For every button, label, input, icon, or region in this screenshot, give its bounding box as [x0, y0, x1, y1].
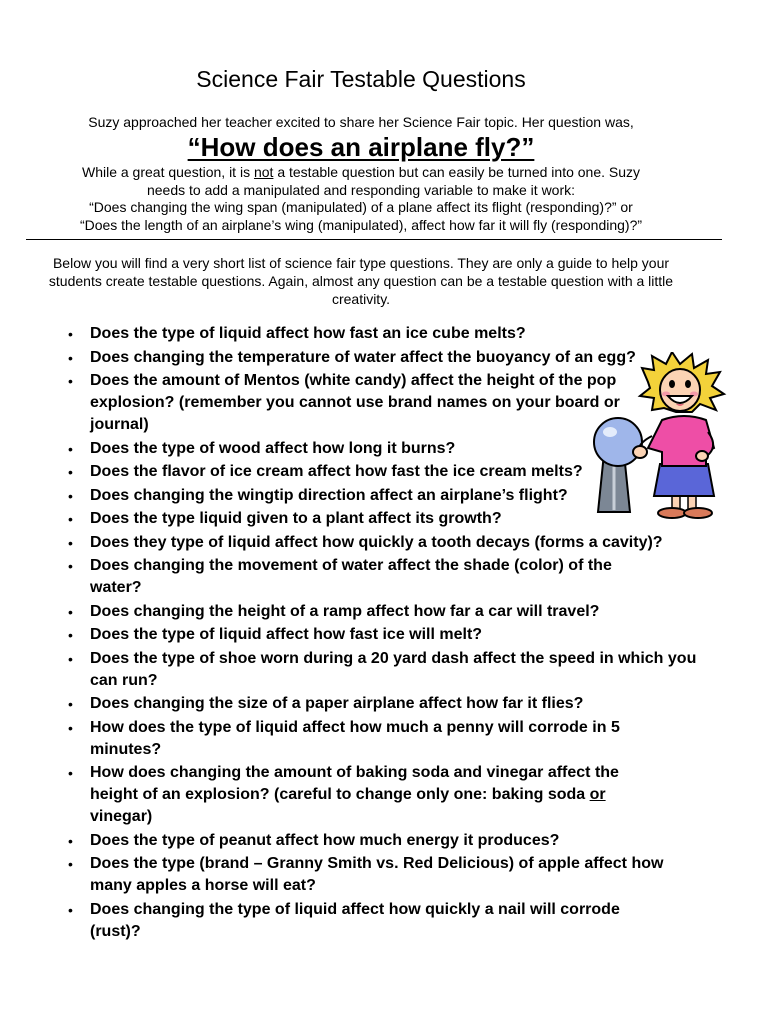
bullet-icon: •: [68, 627, 73, 643]
horizontal-divider: [26, 239, 722, 240]
list-item-text: Does the type liquid given to a plant affect its growth?: [90, 510, 502, 527]
list-item: [60, 693, 690, 715]
list-item-text: Does the type of wood affect how long it burns?: [90, 439, 456, 457]
list-intro-text: Below you will find a very short list of science fair type questions. They are only a guide to help your students create testable questions. Again, almost any question can be a testable question with a little creativity.: [48, 255, 674, 307]
bullet-icon: •: [68, 765, 73, 781]
list-item-text: Does the type of liquid affect how fast an ice cube melts?: [90, 325, 526, 342]
explanation-line1-after: a testable question but can easily be turned into one. Suzy: [273, 164, 641, 180]
list-item-text: Does the flavor of ice cream affect how fast the ice cream melts?: [90, 463, 583, 480]
bullet-icon: •: [68, 650, 73, 667]
soda-question-after: vinegar): [90, 808, 153, 825]
bullet-icon: •: [68, 719, 73, 736]
list-item-text: Does changing the movement of water affect the shade (color) of the water?: [90, 557, 612, 596]
list-item: [60, 717, 670, 761]
explanation-line4: “Does the length of an airplane’s wing (manipulated), affect how far it will fly (responding)?”: [79, 216, 643, 233]
page-title: Science Fair Testable Questions: [196, 66, 526, 92]
bullet-icon: •: [68, 511, 73, 527]
girl-with-plasma-ball-illustration: [592, 352, 730, 524]
list-item-text: Does the type of liquid affect how fast ice will melt?: [90, 626, 483, 643]
list-item-text: Does changing the height of a ramp affect how far a car will travel?: [90, 602, 600, 620]
list-item: [60, 601, 690, 623]
bullet-icon: •: [68, 901, 73, 918]
explanation-line2: needs to add a manipulated and responding variable to make it work:: [146, 181, 576, 198]
skirt: [654, 464, 714, 496]
list-item: [60, 830, 690, 852]
example-question: [0, 132, 722, 163]
list-item-text: Does the type of peanut affect how much energy it produces?: [90, 831, 560, 849]
list-item-text: How does the type of liquid affect how much a penny will corrode in 5 minutes?: [90, 718, 620, 758]
right-shoe: [684, 508, 712, 518]
list-item: [60, 323, 690, 345]
list-item-text: Does they type of liquid affect how quickly a tooth decays (forms a cavity)?: [90, 533, 663, 551]
list-item-text: [90, 762, 670, 828]
bullet-icon: •: [68, 534, 73, 551]
list-item: [60, 853, 680, 897]
intro-text: Suzy approached her teacher excited to share her Science Fair topic. Her question was,: [88, 114, 634, 130]
bullet-icon: •: [68, 832, 73, 849]
soda-question-before: How does changing the amount of baking soda and vinegar affect the height of an explosion? (careful to change only one: baking soda: [90, 764, 619, 803]
list-item-text: Does changing the temperature of water affect the buoyancy of an egg?: [90, 348, 636, 366]
plasma-globe: [594, 418, 642, 466]
list-item: [60, 370, 635, 436]
list-item-text: Does the type of shoe worn during a 20 yard dash affect the speed in which you can run?: [90, 649, 697, 689]
explanation-not-underlined: not: [253, 164, 274, 180]
soda-question-emphasis: or: [589, 786, 606, 803]
bullet-icon: •: [68, 440, 73, 457]
bullet-icon: •: [68, 373, 73, 389]
list-item-text: Does changing the wingtip direction affect an airplane’s flight?: [90, 486, 568, 504]
bullet-icon: •: [68, 603, 73, 620]
bullet-icon: •: [68, 856, 73, 872]
bullet-icon: •: [68, 487, 73, 504]
explanation-line3: “Does changing the wing span (manipulated) of a plane affect its flight (responding)?” or: [89, 199, 633, 215]
list-item: [60, 899, 665, 943]
bullet-icon: •: [68, 326, 73, 342]
list-item-text: Does changing the size of a paper airplane affect how far it flies?: [90, 695, 584, 712]
list-item: [60, 762, 670, 828]
bullet-icon: •: [68, 349, 73, 366]
explanation-paragraph: [0, 164, 722, 234]
list-item-text: Does changing the type of liquid affect how quickly a nail will corrode (rust)?: [90, 900, 620, 940]
example-question-text: “How does an airplane fly?”: [187, 132, 535, 162]
list-item: [60, 648, 715, 692]
list-item: [60, 532, 690, 554]
explanation-line1-before: While a great question, it is: [81, 164, 254, 180]
bullet-icon: •: [68, 558, 73, 574]
bullet-icon: •: [68, 696, 73, 712]
list-item: [60, 624, 690, 646]
list-item-text: Does the amount of Mentos (white candy) affect the height of the pop explosion? (remember you cannot use brand names on your board or journal): [90, 372, 620, 433]
bullet-icon: •: [68, 464, 73, 480]
list-item-text: Does the type (brand – Granny Smith vs. Red Delicious) of apple affect how many apples a horse will eat?: [90, 855, 664, 894]
left-shoe: [658, 508, 686, 518]
list-item: [60, 555, 665, 599]
